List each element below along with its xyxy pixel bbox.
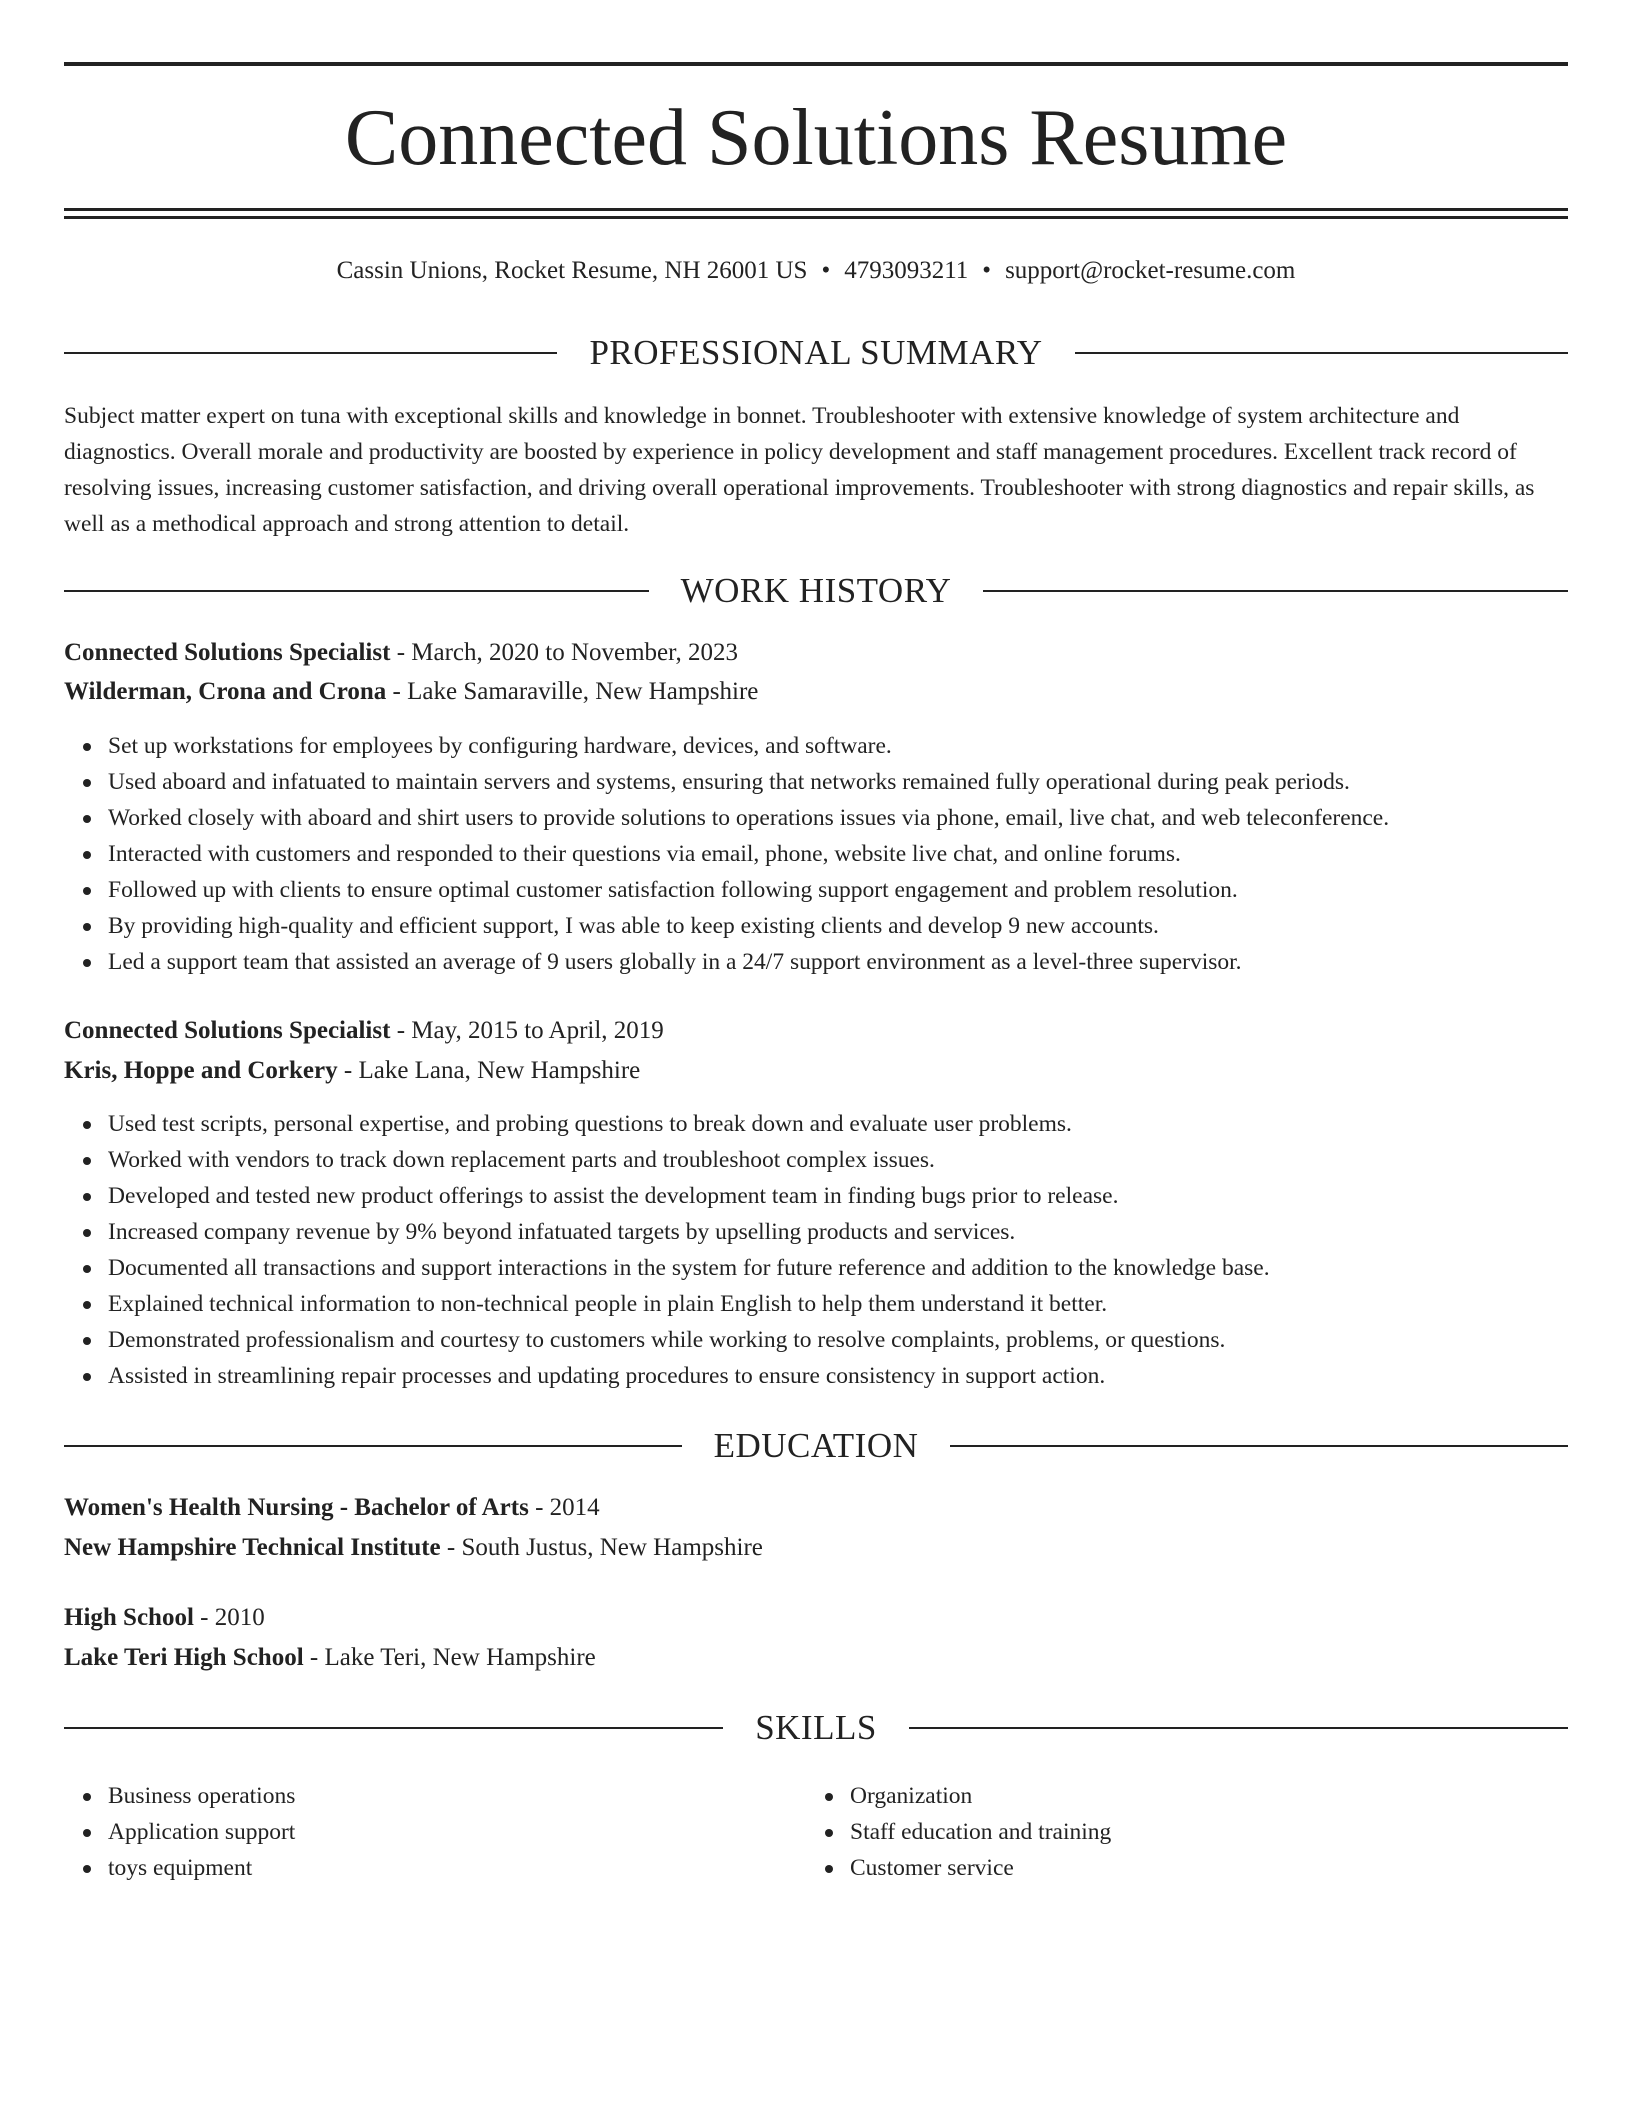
job-location: - Lake Lana, New Hampshire	[337, 1057, 641, 1084]
list-item: Used test scripts, personal expertise, and probing questions to break down and evaluate user problems.	[108, 1106, 1612, 1142]
section-title: EDUCATION	[713, 1426, 919, 1465]
section-rule	[64, 1727, 723, 1729]
education-location: - South Justus, New Hampshire	[440, 1534, 763, 1561]
list-item: Worked with vendors to track down replacement parts and troubleshoot complex issues.	[108, 1142, 1612, 1178]
education-location: - Lake Teri, New Hampshire	[303, 1644, 596, 1671]
job-title-line	[64, 1013, 1568, 1049]
job-company: Wilderman, Crona and Crona	[64, 678, 387, 705]
list-item: Interacted with customers and responded to their questions via email, phone, website live chat, and online forums.	[108, 836, 1612, 872]
job-company: Kris, Hoppe and Corkery	[64, 1057, 338, 1084]
list-item: Increased company revenue by 9% beyond infatuated targets by upselling products and services.	[108, 1214, 1612, 1250]
list-item: Demonstrated professionalism and courtesy to customers while working to resolve complaints, problems, or questions.	[108, 1322, 1612, 1358]
section-rule	[64, 1445, 682, 1447]
section-heading-skills	[64, 1706, 1568, 1750]
job-dates: - March, 2020 to November, 2023	[390, 639, 738, 666]
job-title-line	[64, 635, 1568, 671]
contact-phone: 4793093211	[844, 257, 969, 284]
job-dates: - May, 2015 to April, 2019	[390, 1017, 664, 1044]
skill-item: Organization	[850, 1778, 1632, 1814]
skill-item: toys equipment	[108, 1850, 1612, 1886]
education-degree: Women's Health Nursing - Bachelor of Arts	[64, 1494, 529, 1521]
education-year: - 2010	[193, 1604, 265, 1631]
section-heading-education	[64, 1424, 1568, 1468]
skills-column-left	[64, 1778, 764, 1886]
list-item: Led a support team that assisted an average of 9 users globally in a 24/7 support environment as a level-three supervisor.	[108, 944, 1612, 980]
skills-list	[806, 1778, 1632, 1886]
job-title: Connected Solutions Specialist	[64, 639, 391, 666]
section-title: WORK HISTORY	[680, 571, 952, 610]
education-school-line	[64, 1530, 1568, 1566]
contact-separator: •	[982, 257, 992, 284]
job-company-line	[64, 674, 1568, 710]
contact-line	[64, 254, 1568, 288]
header-bottom-rule	[64, 208, 1568, 211]
list-item: Documented all transactions and support interactions in the system for future reference and addition to the knowledge base.	[108, 1250, 1612, 1286]
section-title: PROFESSIONAL SUMMARY	[589, 333, 1043, 372]
skill-item: Customer service	[850, 1850, 1632, 1886]
job-location: - Lake Samaraville, New Hampshire	[386, 678, 759, 705]
section-rule	[950, 1445, 1568, 1447]
section-heading-summary	[64, 331, 1568, 375]
skills-column-right	[806, 1778, 1506, 1886]
education-school: New Hampshire Technical Institute	[64, 1534, 441, 1561]
list-item: Developed and tested new product offerings to assist the development team in finding bugs prior to release.	[108, 1178, 1612, 1214]
contact-address: Cassin Unions, Rocket Resume, NH 26001 US	[336, 257, 808, 284]
list-item: By providing high-quality and efficient support, I was able to keep existing clients and develop 9 new accounts.	[108, 908, 1612, 944]
job-company-line	[64, 1053, 1568, 1089]
skill-item: Application support	[108, 1814, 1612, 1850]
header-top-rule	[64, 62, 1568, 66]
section-heading-work-history	[64, 569, 1568, 613]
education-degree-line	[64, 1490, 1568, 1526]
education-year: - 2014	[528, 1494, 600, 1521]
section-rule	[983, 590, 1568, 592]
education-degree-line	[64, 1600, 1568, 1636]
job-bullet-list	[64, 1106, 1612, 1394]
section-rule	[64, 352, 557, 354]
contact-separator: •	[821, 257, 831, 284]
list-item: Used aboard and infatuated to maintain servers and systems, ensuring that networks remained fully operational during peak periods.	[108, 764, 1612, 800]
summary-text: Subject matter expert on tuna with exceptional skills and knowledge in bonnet. Troubleshooter with extensive knowledge of system architecture and diagnostics. Overall morale and productivity are boosted by experience in policy development and staff management procedures. Excellent track record of resolving issues, increasing customer satisfaction, and driving overall operational improvements. Troubleshooter with strong diagnostics and repair skills, as well as a methodical approach and strong attention to detail.	[64, 403, 1535, 537]
job-bullet-list	[64, 728, 1612, 980]
list-item: Followed up with clients to ensure optimal customer satisfaction following support engagement and problem resolution.	[108, 872, 1612, 908]
section-rule	[909, 1727, 1568, 1729]
job-title: Connected Solutions Specialist	[64, 1017, 391, 1044]
section-rule	[1075, 352, 1568, 354]
contact-email: support@rocket-resume.com	[1005, 257, 1296, 284]
list-item: Explained technical information to non-technical people in plain English to help them understand it better.	[108, 1286, 1612, 1322]
education-school-line	[64, 1640, 1568, 1676]
resume-title: Connected Solutions Resume	[344, 94, 1288, 182]
section-rule	[64, 590, 649, 592]
section-title: SKILLS	[755, 1708, 877, 1747]
list-item: Assisted in streamlining repair processes and updating procedures to ensure consistency in support action.	[108, 1358, 1612, 1394]
education-degree: High School	[64, 1604, 194, 1631]
skill-item: Business operations	[108, 1778, 1612, 1814]
list-item: Set up workstations for employees by configuring hardware, devices, and software.	[108, 728, 1612, 764]
education-school: Lake Teri High School	[64, 1644, 304, 1671]
header-bottom-rule	[64, 216, 1568, 219]
list-item: Worked closely with aboard and shirt users to provide solutions to operations issues via phone, email, live chat, and web teleconference.	[108, 800, 1612, 836]
skill-item: Staff education and training	[850, 1814, 1632, 1850]
